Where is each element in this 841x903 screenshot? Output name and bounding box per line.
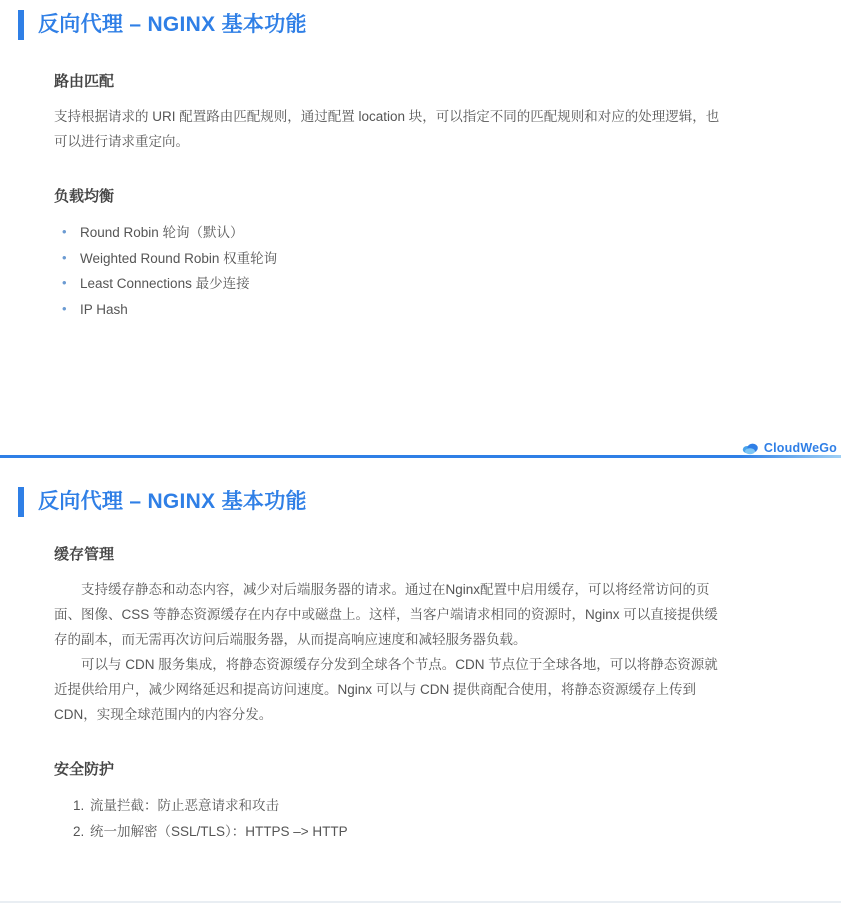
cloud-icon <box>742 442 759 455</box>
section-paragraph-routing: 支持根据请求的 URI 配置路由匹配规则，通过配置 location 块，可以指定不同的匹配规则和对应的处理逻辑，也可以进行请求重定向。 <box>54 109 720 149</box>
footer-divider <box>0 455 841 458</box>
brand-name: CloudWeGo <box>763 441 837 455</box>
list-item: 1. 流量拦截：防止恶意请求和攻击 <box>88 793 731 819</box>
list-item: 2. 统一加解密（SSL/TLS）：HTTPS –> HTTP <box>88 819 731 845</box>
title-accent-bar <box>18 487 24 517</box>
slide-1-title-row <box>0 0 841 40</box>
slide-2-title-row <box>0 477 841 517</box>
list-item: • Least Connections 最少连接 <box>54 271 731 297</box>
list-item: • IP Hash <box>54 297 731 323</box>
loadbalance-bullet-list <box>54 220 731 323</box>
security-numbered-list <box>54 793 731 846</box>
slide-2 <box>0 477 841 903</box>
list-item: • Round Robin 轮询（默认） <box>54 220 731 246</box>
slide-2-body <box>0 543 841 845</box>
section-paragraph-cache-1: 支持缓存静态和动态内容，减少对后端服务器的请求。通过在Nginx配置中启用缓存，可以将经常访问的页面、图像、CSS 等静态资源缓存在内存中或磁盘上。这样，当客户端请求相同的资源时，Nginx 可以直接提供缓存的副本，而无需再次访问后端服务器，从而提高响应速度和减轻服务器负载。 <box>54 582 718 647</box>
section-paragraph-cache-2: 可以与 CDN 服务集成，将静态资源缓存分发到全球各个节点。CDN 节点位于全球各地，可以将静态资源就近提供给用户，减少网络延迟和提高访问速度。Nginx 可以与 CDN 提供商配合使用，将静态资源缓存上传到 CDN，实现全球范围内的内容分发。 <box>54 656 718 722</box>
section-heading-routing: 路由匹配 <box>54 73 115 90</box>
slide-1-footer <box>0 441 841 477</box>
slide-1-body <box>0 70 841 323</box>
list-item: • Weighted Round Robin 权重轮询 <box>54 246 731 272</box>
title-accent-bar <box>18 10 24 40</box>
page-title: 反向代理 – NGINX 基本功能 <box>38 13 307 37</box>
section-heading-loadbalance: 负载均衡 <box>54 187 115 205</box>
brand-logo <box>742 441 837 455</box>
page-title: 反向代理 – NGINX 基本功能 <box>38 490 307 514</box>
section-heading-cache: 缓存管理 <box>54 546 115 563</box>
section-heading-security: 安全防护 <box>54 760 115 778</box>
